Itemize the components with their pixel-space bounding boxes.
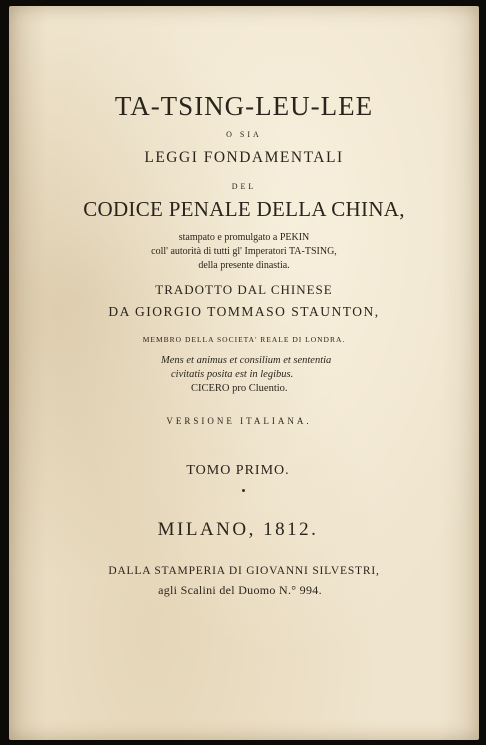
epigraph-line-1: Mens et animus et consilium et sententia <box>161 355 332 366</box>
printer-line-2: agli Scalini del Duomo N.° 994. <box>158 583 322 597</box>
o-sia-text: O SIA <box>226 130 262 139</box>
versione-line: VERSIONE ITALIANA. <box>166 416 312 426</box>
translator-line: DA GIORGIO TOMMASO STAUNTON, <box>108 304 380 319</box>
codice-title: CODICE PENALE DELLA CHINA, <box>83 197 405 221</box>
book-title: TA-TSING-LEU-LEE <box>114 91 374 121</box>
membro-line: MEMBRO DELLA SOCIETA' REALE DI LONDRA. <box>142 335 346 344</box>
place-date: MILANO, 1812. <box>157 519 319 540</box>
epigraph-line-2: civitatis posita est in legibus. <box>171 369 294 380</box>
del-text: DEL <box>231 182 257 191</box>
epigraph-attribution: CICERO pro Cluentio. <box>191 383 288 394</box>
tradotto-line: TRADOTTO DAL CHINESE <box>155 282 333 297</box>
stampato-line-2: coll' autorità di tutti gl' Imperatori TA-TSING, <box>151 246 337 257</box>
volume-line: TOMO PRIMO. <box>186 463 290 478</box>
subtitle: LEGGI FONDAMENTALI <box>144 149 344 166</box>
stampato-line-1: stampato e promulgato a PEKIN <box>178 232 310 243</box>
stampato-line-3: della presente dinastia. <box>198 260 290 271</box>
printer-line-1: DALLA STAMPERIA DI GIOVANNI SILVESTRI, <box>108 565 380 577</box>
ink-dot <box>242 489 245 492</box>
title-page <box>9 6 479 740</box>
